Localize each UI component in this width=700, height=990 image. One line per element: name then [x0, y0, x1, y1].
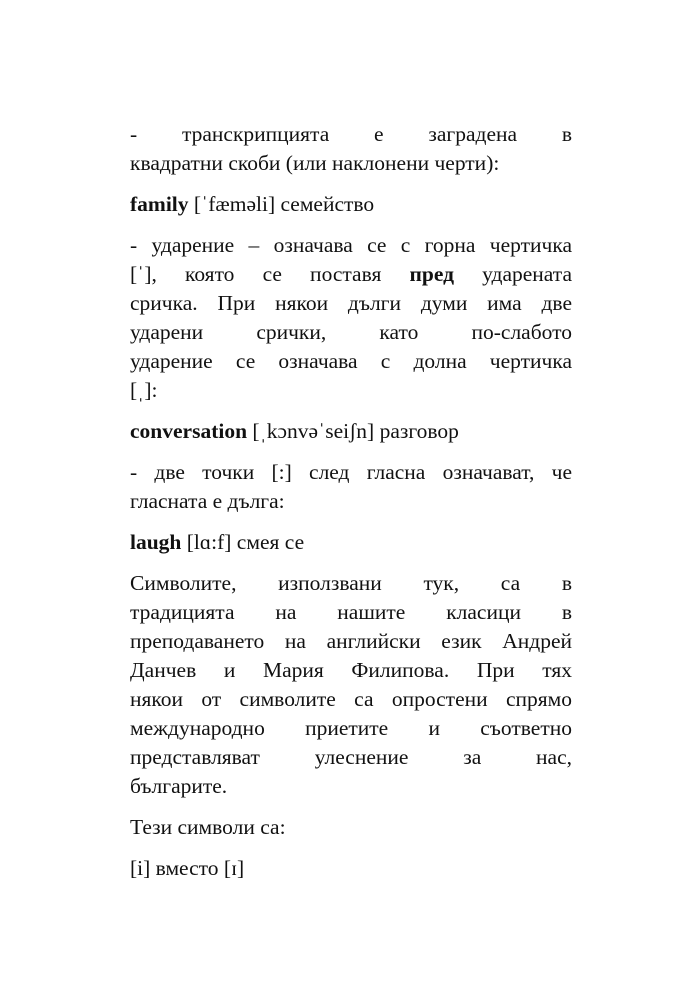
text-line: - две точки [:] след гласна означават, че: [130, 460, 572, 484]
text-line: някои от символите са опростени спрямо: [130, 687, 572, 711]
text-line: представляват улеснение за нас,: [130, 745, 572, 769]
text-line: ударени срички, като по-слабото: [130, 320, 572, 344]
text-line: българите.: [130, 774, 228, 798]
paragraph-these-symbols: Тези символи са:: [130, 815, 286, 839]
example-transcription: [lɑ:f] смея се: [181, 530, 305, 554]
example-transcription: [ˈfæməli] семейство: [188, 192, 375, 216]
example-word: laugh: [130, 530, 182, 554]
text-span: [ˈ], която се поставя: [130, 262, 410, 286]
paragraph-transcription: [130, 120, 572, 178]
text-line: [130, 260, 572, 289]
text-line: квадратни скоби (или наклонени черти):: [130, 151, 500, 175]
paragraph-stress: [130, 231, 572, 405]
text-line: Символите, използвани тук, са в: [130, 571, 572, 595]
bold-word: пред: [409, 262, 454, 286]
example-word: family: [130, 192, 189, 216]
example-word: conversation: [130, 419, 248, 443]
text-span: ударената: [453, 262, 572, 286]
paragraph-symbols: [130, 569, 572, 801]
paragraph-symbol-example: [i] вместо [ɪ]: [130, 856, 245, 880]
text-line: [ˌ]:: [130, 378, 158, 402]
text-line: традицията на нашите класици в: [130, 600, 572, 624]
text-line: - транскрипцията е заградена в: [130, 122, 572, 146]
text-line: сричка. При някои дълги думи има две: [130, 291, 572, 315]
example-family: [130, 190, 572, 219]
text-line: Данчев и Мария Филипова. При тях: [130, 658, 572, 682]
example-conversation: [130, 417, 572, 446]
text-line: ударение се означава с долна чертичка: [130, 349, 572, 373]
document-page: [130, 120, 572, 895]
example-laugh: [130, 528, 572, 557]
text-line: преподаването на английски език Андрей: [130, 629, 572, 653]
text-line: гласната е дълга:: [130, 489, 285, 513]
text-line: международно приетите и съответно: [130, 716, 572, 740]
paragraph-long-vowel: [130, 458, 572, 516]
example-transcription: [ˌkɔnvəˈseiʃn] разговор: [247, 419, 459, 443]
text-line: - ударение – означава се с горна чертичка: [130, 233, 572, 257]
